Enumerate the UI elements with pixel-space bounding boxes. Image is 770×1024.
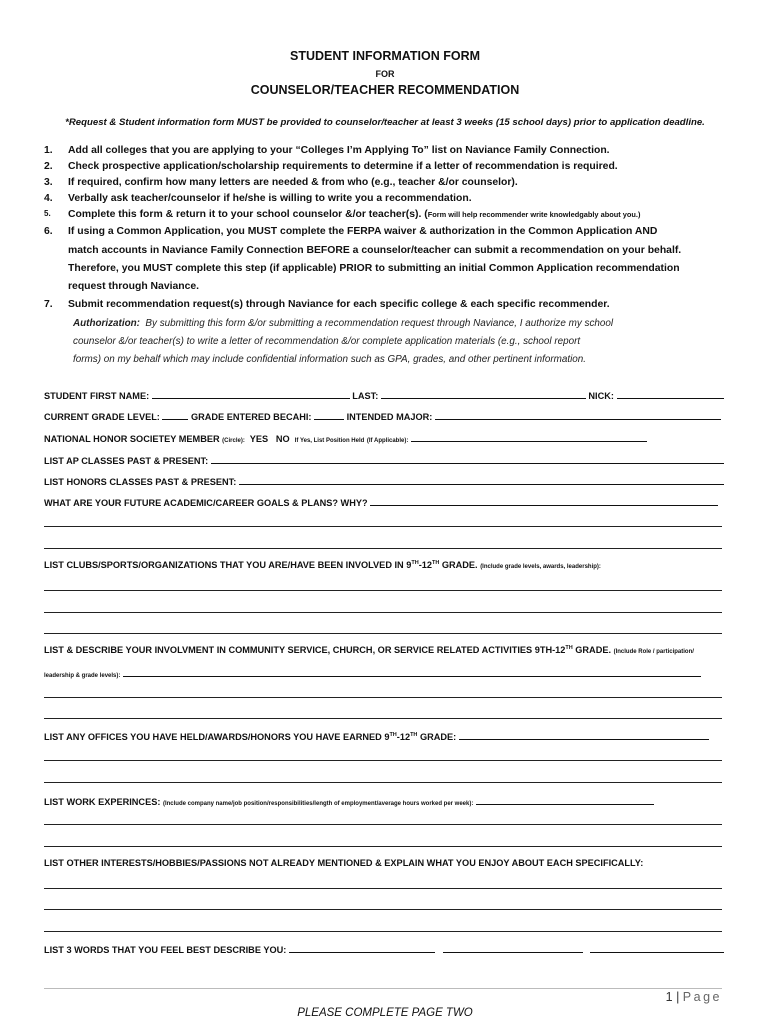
offices-answer-line[interactable]	[44, 760, 722, 761]
form-title: STUDENT INFORMATION FORM	[289, 49, 481, 63]
step-number: 3.	[44, 177, 53, 188]
word-1-field[interactable]	[289, 943, 435, 953]
authorization-line-1	[73, 318, 613, 329]
word-2-field[interactable]	[443, 943, 583, 953]
nhs-row	[44, 432, 724, 444]
clubs-row	[44, 560, 724, 570]
form-subtitle: COUNSELOR/TEACHER RECOMMENDATION	[250, 83, 520, 97]
grade-entered-label: GRADE ENTERED BECAHI:	[191, 412, 312, 422]
word-3-field[interactable]	[590, 943, 724, 953]
ap-classes-field[interactable]	[211, 454, 724, 464]
words-label: LIST 3 WORDS THAT YOU FEEL BEST DESCRIBE YOU:	[44, 945, 287, 955]
step-text: Add all colleges that you are applying to your “Colleges I’m Applying To” list on Naviance Family Connection.	[68, 145, 610, 156]
nhs-applicable-label: (If Applicable):	[366, 438, 409, 444]
page-number	[666, 990, 722, 1004]
interests-answer-line[interactable]	[44, 909, 722, 910]
step-6-continuation-2: Therefore, you MUST complete this step (if applicable) PRIOR to submitting an initial Common Application recommendation	[68, 263, 680, 274]
step-number: 4.	[44, 193, 53, 204]
work-answer-line[interactable]	[44, 824, 722, 825]
goals-answer-line[interactable]	[44, 548, 722, 549]
step-text-small: Form will help recommender write knowledgably about you.)	[427, 210, 641, 219]
grade-level-field[interactable]	[162, 410, 188, 420]
goals-label: WHAT ARE YOUR FUTURE ACADEMIC/CAREER GOALS & PLANS? WHY?	[44, 498, 368, 508]
offices-field[interactable]	[459, 730, 709, 740]
offices-answer-line[interactable]	[44, 782, 722, 783]
nhs-label: NATIONAL HONOR SOCIETEY MEMBER	[44, 434, 220, 444]
intended-major-field[interactable]	[435, 410, 721, 420]
service-answer-line[interactable]	[44, 697, 722, 698]
deadline-note: *Request & Student information form MUST be provided to counselor/teacher at least 3 weeks (15 school days) prior to application deadline.	[65, 117, 705, 128]
nick-name-field[interactable]	[617, 389, 724, 399]
first-name-field[interactable]	[152, 389, 350, 399]
clubs-label: LIST CLUBS/SPORTS/ORGANIZATIONS THAT YOU ARE/HAVE BEEN INVOLVED IN 9TH-12TH GRADE.	[44, 560, 478, 571]
authorization-line-2: counselor &/or teacher(s) to write a letter of recommendation &/or complete application materials (e.g., school report	[73, 336, 581, 347]
service-label: LIST & DESCRIBE YOUR INVOLVMENT IN COMMUNITY SERVICE, CHURCH, OR SERVICE RELATED ACTIVITIES 9TH-12TH GRADE.	[44, 645, 612, 656]
interests-answer-line[interactable]	[44, 931, 722, 932]
authorization-label: Authorization:	[73, 318, 140, 329]
step-6-continuation-3: request through Naviance.	[68, 281, 200, 292]
honors-classes-field[interactable]	[239, 475, 724, 485]
work-label: LIST WORK EXPERINCES:	[44, 797, 161, 807]
service-note: (Include Role / participation/	[613, 649, 694, 656]
words-row	[44, 943, 724, 955]
last-name-label: LAST:	[352, 391, 379, 401]
step-number: 1.	[44, 145, 53, 156]
goals-field[interactable]	[370, 496, 718, 506]
first-name-label: STUDENT FIRST NAME:	[44, 391, 150, 401]
honors-classes-label: LIST HONORS CLASSES PAST & PRESENT:	[44, 477, 237, 487]
nhs-circle-label: (Circle):	[222, 438, 245, 444]
interests-label: LIST OTHER INTERESTS/HOBBIES/PASSIONS NOT ALREADY MENTIONED & EXPLAIN WHAT YOU ENJOY ABOUT EACH SPECIFICALLY:	[44, 858, 644, 868]
honors-classes-row	[44, 475, 724, 487]
offices-label: LIST ANY OFFICES YOU HAVE HELD/AWARDS/HONORS YOU HAVE EARNED 9TH-12TH GRADE:	[44, 731, 457, 742]
step-text: Submit recommendation request(s) through Naviance for each specific college & each specific recommender.	[68, 299, 610, 310]
intended-major-label: INTENDED MAJOR:	[346, 412, 433, 422]
student-name-row	[44, 389, 724, 401]
work-field[interactable]	[476, 795, 654, 805]
step-text	[68, 209, 640, 220]
work-row	[44, 795, 724, 807]
step-number: 7.	[44, 299, 53, 310]
clubs-answer-line[interactable]	[44, 633, 722, 634]
service-answer-line[interactable]	[44, 718, 722, 719]
page-number-separator: |	[676, 990, 680, 1004]
step-number: 2.	[44, 161, 53, 172]
last-name-field[interactable]	[381, 389, 586, 399]
step-text: Check prospective application/scholarship requirements to determine if a letter of recommendation is required.	[68, 161, 618, 172]
form-for-label: FOR	[375, 69, 395, 79]
interests-answer-line[interactable]	[44, 888, 722, 889]
complete-page-two-note: PLEASE COMPLETE PAGE TWO	[297, 1007, 473, 1019]
grade-entered-field[interactable]	[314, 410, 344, 420]
interests-row	[44, 858, 724, 868]
clubs-answer-line[interactable]	[44, 590, 722, 591]
service-row-2	[44, 667, 724, 679]
step-text: If required, confirm how many letters are needed & from who (e.g., teacher &/or counselor).	[68, 177, 518, 188]
work-answer-line[interactable]	[44, 846, 722, 847]
clubs-note: (Include grade levels, awards, leadership):	[480, 564, 601, 571]
grade-row	[44, 410, 724, 422]
step-number: 6.	[44, 226, 53, 237]
page-number-value: 1	[665, 990, 673, 1004]
goals-row	[44, 496, 724, 508]
ap-classes-row	[44, 454, 724, 466]
nhs-position-field[interactable]	[411, 432, 647, 442]
nick-label: NICK:	[588, 391, 614, 401]
offices-row	[44, 730, 724, 742]
clubs-answer-line[interactable]	[44, 612, 722, 613]
service-note-2: leadership & grade levels):	[44, 673, 121, 679]
authorization-line-3: forms) on my behalf which may include confidential information such as GPA, grades, and other pertinent information.	[73, 354, 587, 365]
grade-level-label: CURRENT GRADE LEVEL:	[44, 412, 160, 422]
ap-classes-label: LIST AP CLASSES PAST & PRESENT:	[44, 456, 209, 466]
work-note: (Include company name/job position/responsibilities/length of employment/average hours worked per week):	[162, 801, 474, 807]
step-text-main: Complete this form & return it to your school counselor &/or teacher(s). (	[68, 209, 428, 220]
service-field[interactable]	[123, 667, 701, 677]
page-word: Page	[682, 990, 722, 1004]
step-text: Verbally ask teacher/counselor if he/she is willing to write you a recommendation.	[68, 193, 472, 204]
step-number: 5.	[44, 209, 51, 218]
service-row	[44, 645, 724, 655]
goals-answer-line[interactable]	[44, 526, 722, 527]
footer-divider	[44, 988, 722, 989]
nhs-no-option[interactable]: NO	[275, 434, 290, 444]
nhs-if-yes-label: If Yes, List Position Held	[294, 438, 365, 444]
nhs-yes-option[interactable]: YES	[249, 434, 269, 444]
authorization-text: By submitting this form &/or submitting a recommendation request through Naviance, I authorize my school	[145, 318, 614, 329]
step-6-continuation-1: match accounts in Naviance Family Connection BEFORE a counselor/teacher can submit a recommendation on your behalf.	[68, 245, 682, 256]
step-text: If using a Common Application, you MUST complete the FERPA waiver & authorization in the Common Application AND	[68, 226, 658, 237]
